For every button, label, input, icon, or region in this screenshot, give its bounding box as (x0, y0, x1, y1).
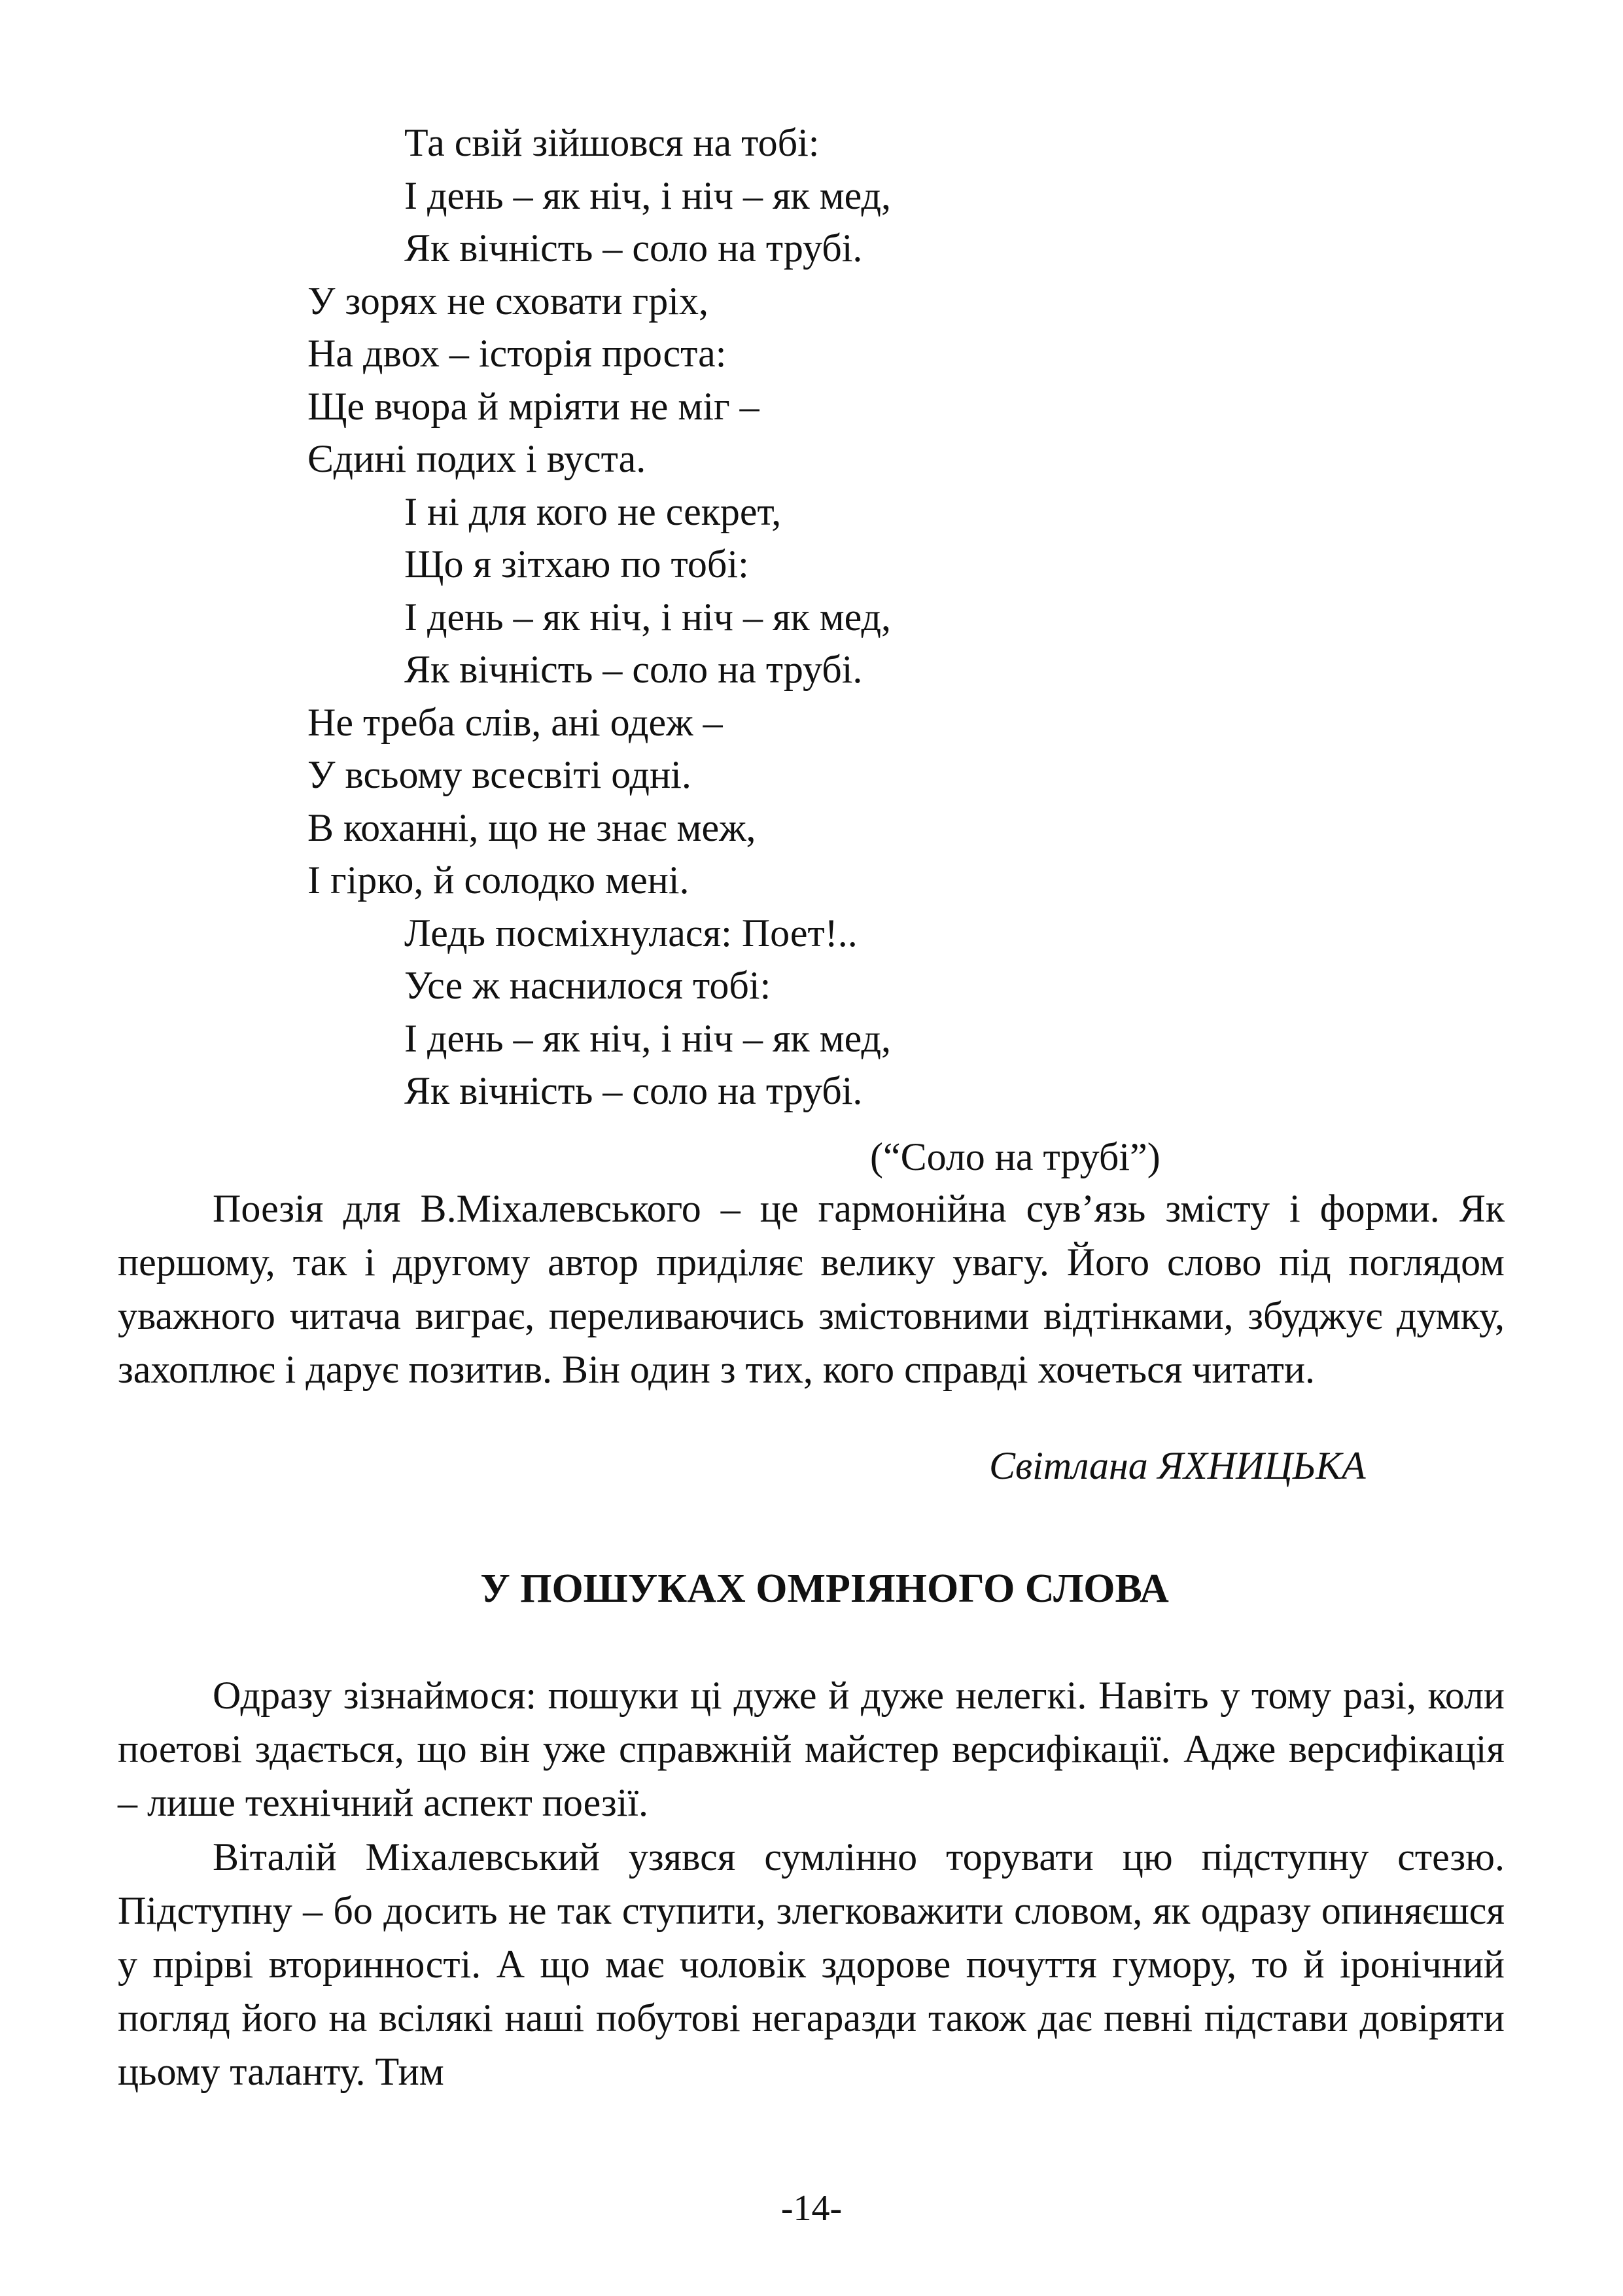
poem-line: В коханні, що не знає меж, (307, 805, 756, 849)
poem-line: І день – як ніч, і ніч – як мед, (404, 1016, 892, 1060)
body-paragraph-text: Одразу зізнаймося: пошуки ці дуже й дуже нелегкі. Навіть у тому разі, коли поетові здається, що він уже справжній майстер версифікації. Адже версифікація – лише технічний аспект поезії. (118, 1674, 1505, 1824)
poem-line: Та свій зійшовся на тобі: (404, 121, 820, 164)
poem-line: Ледь посміхнулася: Поет!.. (404, 911, 858, 955)
body-paragraph (118, 1830, 1505, 2098)
poem-line: Що я зітхаю по тобі: (404, 542, 749, 586)
poem-line: І гірко, й солодко мені. (307, 858, 689, 902)
author-signature: Світлана ЯХНИЦЬКА (989, 1444, 1366, 1487)
poem-line: У всьому всесвіті одні. (307, 753, 691, 796)
poem-excerpt (307, 116, 1420, 1118)
poem-line: І день – як ніч, і ніч – як мед, (404, 595, 892, 639)
poem-line: Ще вчора й мріяти не міг – (307, 384, 759, 428)
poem-line: Як вічність – соло на трубі. (404, 1069, 863, 1112)
page-number: -14- (780, 2188, 843, 2229)
poem-line: І ні для кого не секрет, (404, 489, 782, 533)
poem-line: Єдині подих і вуста. (307, 437, 646, 480)
poem-line: І день – як ніч, і ніч – як мед, (404, 173, 892, 217)
poem-source: (“Соло на трубі”) (870, 1135, 1161, 1178)
poem-line: Усе ж наснилося тобі: (404, 964, 771, 1007)
poem-line: На двох – історія проста: (307, 332, 727, 375)
poem-line: У зорях не сховати гріх, (307, 279, 708, 323)
review-paragraph-text: Поезія для В.Міхалевського – це гармонійна сув’язь змісту і форми. Як першому, так і другому автор приділяє велику увагу. Його слово під поглядом уважного читача виграє, переливаючись змістовними відтінками, збуджує думку, захоплює і дарує позитив. Він один з тих, кого справді хочеться читати. (118, 1187, 1505, 1391)
review-paragraph (118, 1182, 1505, 1396)
body-paragraph-text: Віталій Міхалевський узявся сумлінно торувати цю підступну стезю. Підступну – бо досить не так ступити, злегковажити словом, як одразу опиняєшся у прірві вторинності. А що має чоловік здорове почуття гумору, то й іронічний погляд його на всілякі наші побутові негаразди також дає певні підстави довіряти цьому таланту. Тим (118, 1835, 1505, 2093)
section-heading: У ПОШУКАХ ОМРІЯНОГО СЛОВА (480, 1566, 1169, 1611)
poem-line: Не треба слів, ані одеж – (307, 700, 723, 744)
poem-line: Як вічність – соло на трубі. (404, 648, 863, 691)
body-paragraph (118, 1669, 1505, 1829)
poem-line: Як вічність – соло на трубі. (404, 226, 863, 270)
